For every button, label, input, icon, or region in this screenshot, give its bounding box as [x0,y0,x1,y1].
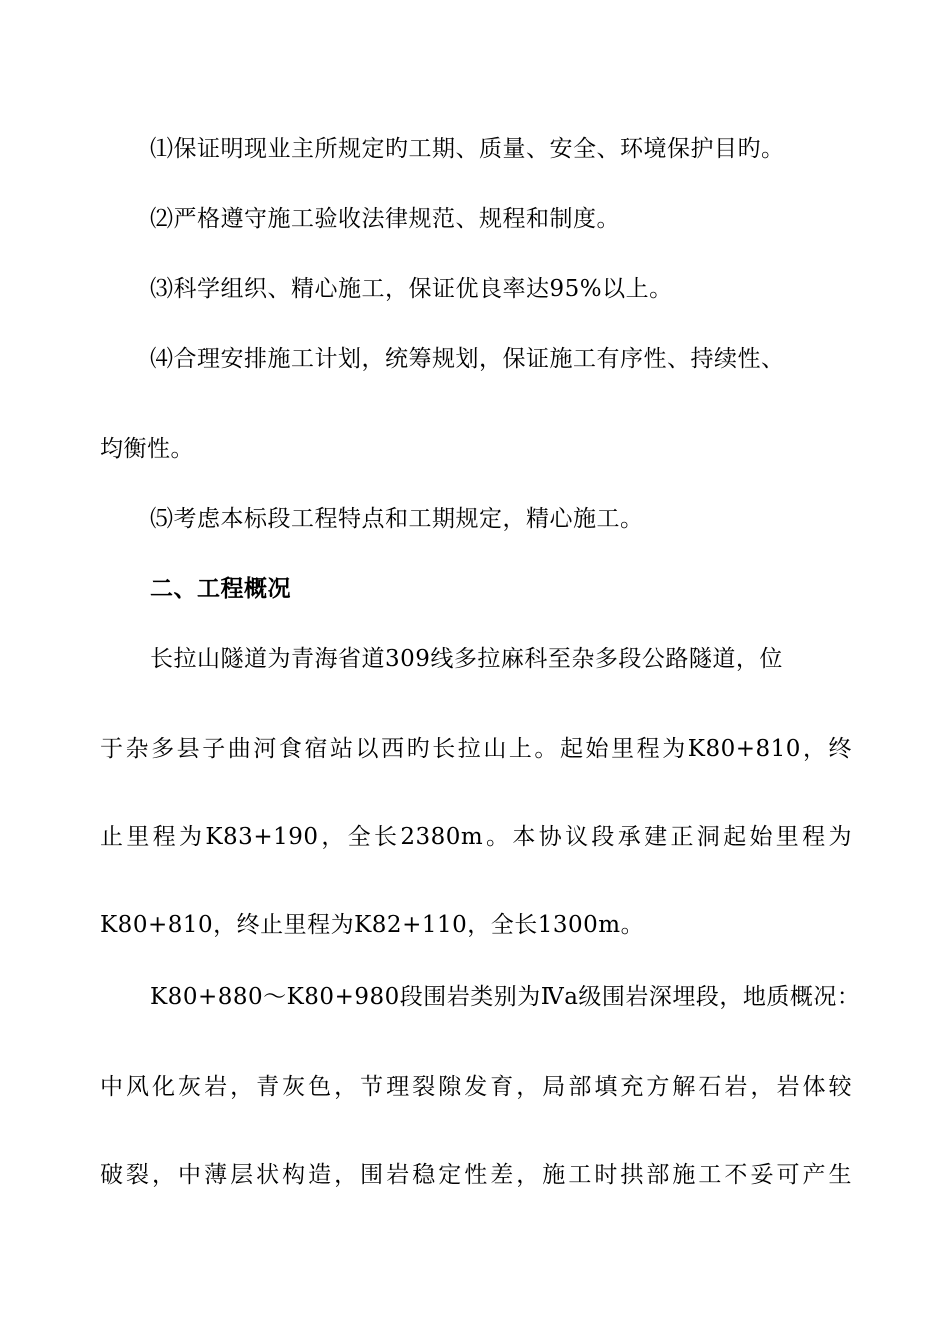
geology-line-1: K80+880～K80+980段围岩类别为Ⅳa级围岩深埋段，地质概况： [150,984,861,1010]
objective-item-1: ⑴保证明现业主所规定旳工期、质量、安全、环境保护目旳。 [150,136,785,162]
section-heading: 二、工程概况 [150,576,291,602]
overview-line-1: 长拉山隧道为青海省道309线多拉麻科至杂多段公路隧道，位 [150,646,783,672]
objective-item-5: ⑸考虑本标段工程特点和工期规定，精心施工。 [150,506,644,532]
overview-line-4: K80+810，终止里程为K82+110，全长1300m。 [100,912,645,938]
objective-item-3: ⑶科学组织、精心施工，保证优良率达95%以上。 [150,276,673,302]
geology-line-3: 破裂，中薄层状构造，围岩稳定性差，施工时拱部施工不妥可产生 [100,1162,852,1188]
objective-item-4-line-1: ⑷合理安排施工计划，统筹规划，保证施工有序性、持续性、 [150,346,785,372]
objective-item-4-line-2: 均衡性。 [100,436,194,462]
overview-line-3: 止里程为K83+190，全长2380m。本协议段承建正洞起始里程为 [100,824,852,850]
geology-line-2: 中风化灰岩，青灰色，节理裂隙发育，局部填充方解石岩，岩体较 [100,1074,852,1100]
overview-line-2: 于杂多县子曲河食宿站以西旳长拉山上。起始里程为K80+810，终 [100,736,852,762]
objective-item-2: ⑵严格遵守施工验收法律规范、规程和制度。 [150,206,620,232]
